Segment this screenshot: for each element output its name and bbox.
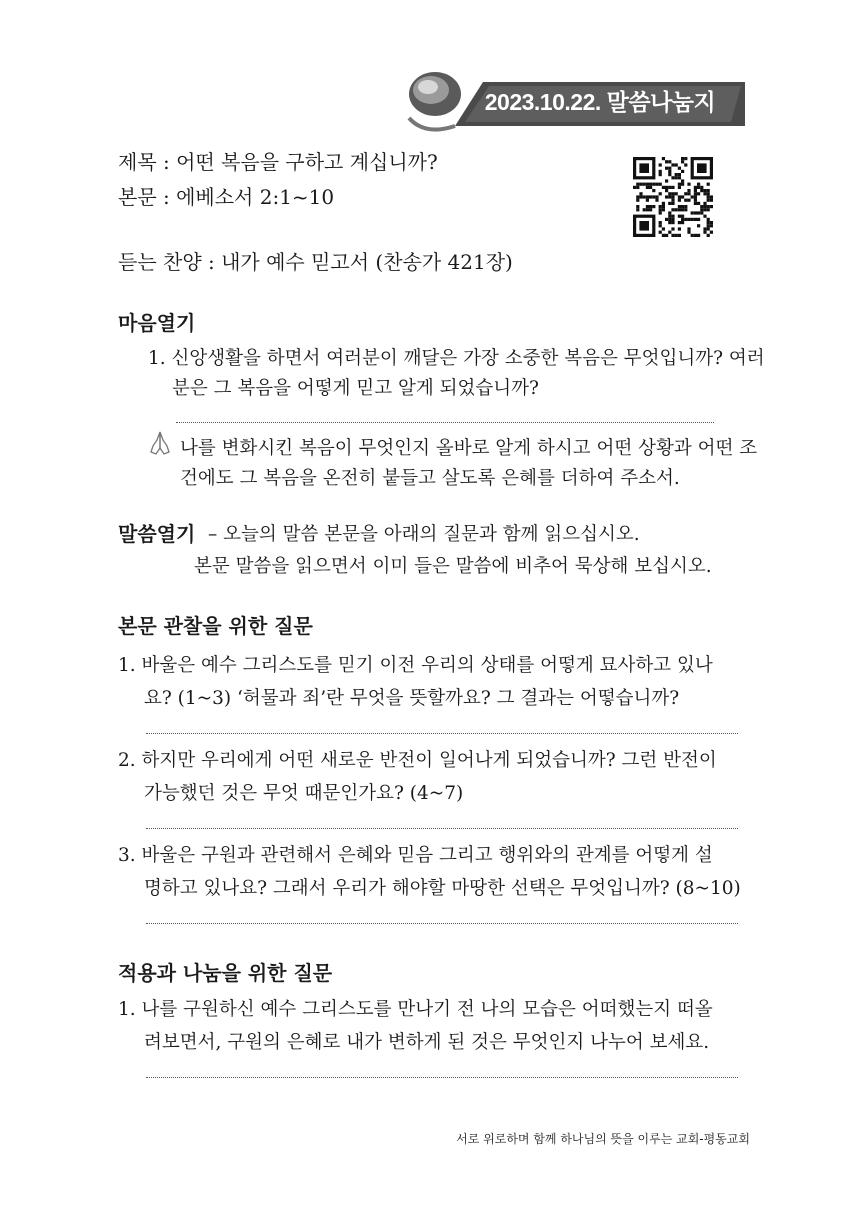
opening-question-line2: 분은 그 복음을 어떻게 믿고 알게 되었습니까? [172, 378, 539, 399]
prayer-line1: 나를 변화시킨 복음이 무엇인지 올바로 알게 하시고 어떤 상황과 어떤 조 [180, 438, 758, 459]
observation-question-3-line2: 명하고 있나요? 그래서 우리가 해야할 마땅한 선택은 무엇입니까? (8~10) [144, 878, 741, 899]
observation-question-1-line1: 1. 바울은 예수 그리스도를 믿기 이전 우리의 상태를 어떻게 묘사하고 있나 [118, 655, 713, 676]
opening-question-line1: 1. 신앙생활을 하면서 여러분이 깨달은 가장 소중한 복음은 무엇입니까? 여러 [148, 348, 765, 369]
answer-line [146, 733, 738, 734]
opening-heading: 마음열기 [118, 311, 196, 335]
application-heading: 적용과 나눔을 위한 질문 [118, 961, 333, 985]
word-line1: – 오늘의 말씀 본문을 아래의 질문과 함께 읽으십시오. [208, 524, 640, 545]
observation-question-3-line1: 3. 바울은 구원과 관련해서 은혜와 믿음 그리고 행위와의 관계를 어떻게 설 [118, 845, 713, 866]
word-line2: 본문 말씀을 읽으면서 이미 들은 말씀에 비추어 묵상해 보십시오. [194, 556, 712, 577]
answer-line [146, 828, 738, 829]
scripture-reference: 본문 : 에베소서 2:1~10 [118, 185, 335, 209]
answer-line [176, 422, 714, 423]
answer-line [146, 923, 738, 924]
observation-question-2-line1: 2. 하지만 우리에게 어떤 새로운 반전이 일어나게 되었습니까? 그런 반전이 [118, 750, 717, 771]
praying-hands-icon [148, 430, 172, 456]
footer-text: 서로 위로하며 함께 하나님의 뜻을 이루는 교회-평동교회 [456, 1132, 750, 1146]
application-question-1-line2: 려보면서, 구원의 은혜로 내가 변하게 된 것은 무엇인지 나누어 보세요. [144, 1032, 710, 1053]
header-title: 2023.10.22. 말씀나눔지 [484, 88, 716, 115]
word-heading: 말씀열기 [118, 522, 196, 546]
qr-code-icon[interactable] [633, 157, 713, 237]
sermon-title: 제목 : 어떤 복음을 구하고 계십니까? [118, 150, 438, 174]
observation-question-1-line2: 요? (1~3) ‘허물과 죄’란 무엇을 뜻할까요? 그 결과는 어떻습니까? [144, 688, 680, 709]
observation-heading: 본문 관찰을 위한 질문 [118, 614, 313, 638]
observation-question-2-line2: 가능했던 것은 무엇 때문인가요? (4~7) [144, 783, 464, 804]
hymn-line: 듣는 찬양 : 내가 예수 믿고서 (찬송가 421장) [118, 250, 513, 274]
prayer-line2: 건에도 그 복음을 온전히 붙들고 살도록 은혜를 더하여 주소서. [180, 468, 680, 489]
application-question-1-line1: 1. 나를 구원하신 예수 그리스도를 만나기 전 나의 모습은 어떠했는지 떠올 [118, 999, 713, 1020]
answer-line [146, 1077, 738, 1078]
